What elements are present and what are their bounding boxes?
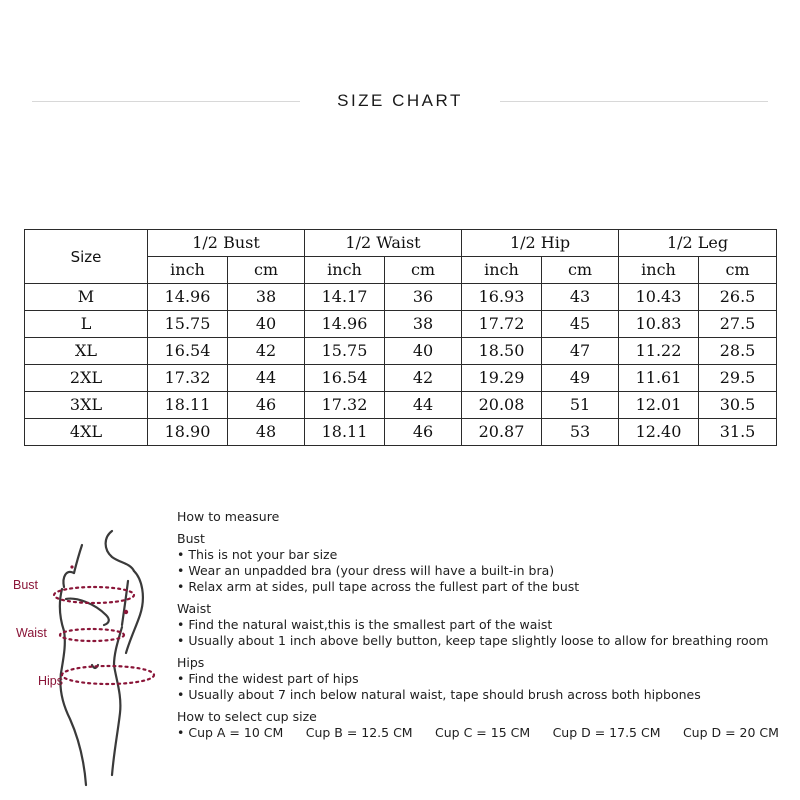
table-cell: 36 xyxy=(385,284,462,311)
table-cell: 43 xyxy=(542,284,619,311)
unit-inch: inch xyxy=(305,257,385,284)
table-cell: 18.11 xyxy=(148,392,228,419)
size-cell: M xyxy=(25,284,148,311)
header-divider-right xyxy=(500,101,768,102)
cup-size-list xyxy=(177,725,779,741)
table-row xyxy=(25,392,777,419)
page-title: SIZE CHART xyxy=(337,91,463,110)
table-cell: 51 xyxy=(542,392,619,419)
waist-bullet: • Usually about 1 inch above belly button, keep tape slightly loose to allow for breathing room xyxy=(177,633,769,648)
cup-size-item: Cup D = 20 CM xyxy=(682,725,779,740)
table-cell: 20.08 xyxy=(462,392,542,419)
table-cell: 17.32 xyxy=(148,365,228,392)
bust-tape xyxy=(54,587,134,603)
cup-size-item: • Cup A = 10 CM xyxy=(177,725,284,740)
table-cell: 12.01 xyxy=(619,392,699,419)
table-cell: 46 xyxy=(385,419,462,446)
bust-bullet: • Wear an unpadded bra (your dress will have a built-in bra) xyxy=(177,563,555,578)
how-to-measure-title: How to measure xyxy=(177,509,280,524)
bust-heading: Bust xyxy=(177,531,205,546)
table-cell: 40 xyxy=(385,338,462,365)
bust-bullet: • This is not your bar size xyxy=(177,547,338,562)
waist-column-header: 1/2 Waist xyxy=(305,230,462,257)
table-cell: 10.43 xyxy=(619,284,699,311)
leg-column-header: 1/2 Leg xyxy=(619,230,777,257)
bust-bullet: • Relax arm at sides, pull tape across the fullest part of the bust xyxy=(177,579,580,594)
table-cell: 53 xyxy=(542,419,619,446)
table-cell: 27.5 xyxy=(699,311,777,338)
table-cell: 18.11 xyxy=(305,419,385,446)
unit-inch: inch xyxy=(462,257,542,284)
waist-tape xyxy=(60,629,124,641)
table-cell: 16.93 xyxy=(462,284,542,311)
table-cell: 20.87 xyxy=(462,419,542,446)
cup-size-item: Cup D = 17.5 CM xyxy=(552,725,661,740)
unit-cm: cm xyxy=(699,257,777,284)
table-cell: 48 xyxy=(228,419,305,446)
table-cell: 14.17 xyxy=(305,284,385,311)
hips-figure-label: Hips xyxy=(38,674,64,688)
table-cell: 42 xyxy=(385,365,462,392)
unit-inch: inch xyxy=(619,257,699,284)
table-row xyxy=(25,365,777,392)
hips-heading: Hips xyxy=(177,655,205,670)
table-cell: 44 xyxy=(385,392,462,419)
table-cell: 10.83 xyxy=(619,311,699,338)
how-to-measure-section xyxy=(177,509,787,741)
table-cell: 18.90 xyxy=(148,419,228,446)
table-cell: 45 xyxy=(542,311,619,338)
body-figure-illustration xyxy=(0,515,170,800)
bust-column-header: 1/2 Bust xyxy=(148,230,305,257)
table-row xyxy=(25,284,777,311)
table-cell: 15.75 xyxy=(305,338,385,365)
unit-cm: cm xyxy=(228,257,305,284)
table-cell: 31.5 xyxy=(699,419,777,446)
table-cell: 17.72 xyxy=(462,311,542,338)
hips-tape xyxy=(62,666,154,684)
size-cell: 3XL xyxy=(25,392,148,419)
table-cell: 16.54 xyxy=(305,365,385,392)
size-chart-header xyxy=(0,88,800,114)
size-cell: L xyxy=(25,311,148,338)
table-cell: 18.50 xyxy=(462,338,542,365)
table-header-row xyxy=(25,230,777,257)
cup-size-item: Cup B = 12.5 CM xyxy=(305,725,413,740)
waist-figure-label: Waist xyxy=(16,626,47,640)
table-cell: 11.22 xyxy=(619,338,699,365)
table-row xyxy=(25,311,777,338)
size-table xyxy=(24,229,777,446)
table-cell: 49 xyxy=(542,365,619,392)
unit-cm: cm xyxy=(542,257,619,284)
table-cell: 44 xyxy=(228,365,305,392)
cup-size-heading: How to select cup size xyxy=(177,709,317,724)
table-cell: 47 xyxy=(542,338,619,365)
table-cell: 30.5 xyxy=(699,392,777,419)
table-row xyxy=(25,419,777,446)
table-cell: 11.61 xyxy=(619,365,699,392)
table-cell: 38 xyxy=(228,284,305,311)
unit-cm: cm xyxy=(385,257,462,284)
table-cell: 46 xyxy=(228,392,305,419)
table-cell: 12.40 xyxy=(619,419,699,446)
unit-inch: inch xyxy=(148,257,228,284)
table-cell: 17.32 xyxy=(305,392,385,419)
table-cell: 28.5 xyxy=(699,338,777,365)
table-cell: 26.5 xyxy=(699,284,777,311)
table-cell: 40 xyxy=(228,311,305,338)
table-cell: 14.96 xyxy=(148,284,228,311)
table-cell: 15.75 xyxy=(148,311,228,338)
size-cell: XL xyxy=(25,338,148,365)
table-cell: 38 xyxy=(385,311,462,338)
size-cell: 2XL xyxy=(25,365,148,392)
bust-figure-label: Bust xyxy=(13,578,39,592)
table-cell: 42 xyxy=(228,338,305,365)
hips-bullet: • Find the widest part of hips xyxy=(177,671,359,686)
table-cell: 14.96 xyxy=(305,311,385,338)
waist-bullet: • Find the natural waist,this is the smallest part of the waist xyxy=(177,617,553,632)
cup-size-item: Cup C = 15 CM xyxy=(435,725,531,740)
table-row xyxy=(25,338,777,365)
table-cell: 16.54 xyxy=(148,338,228,365)
hip-column-header: 1/2 Hip xyxy=(462,230,619,257)
waist-heading: Waist xyxy=(177,601,212,616)
size-column-header: Size xyxy=(25,230,148,284)
hips-bullet: • Usually about 7 inch below natural waist, tape should brush across both hipbones xyxy=(177,687,701,702)
table-cell: 29.5 xyxy=(699,365,777,392)
table-cell: 19.29 xyxy=(462,365,542,392)
size-cell: 4XL xyxy=(25,419,148,446)
